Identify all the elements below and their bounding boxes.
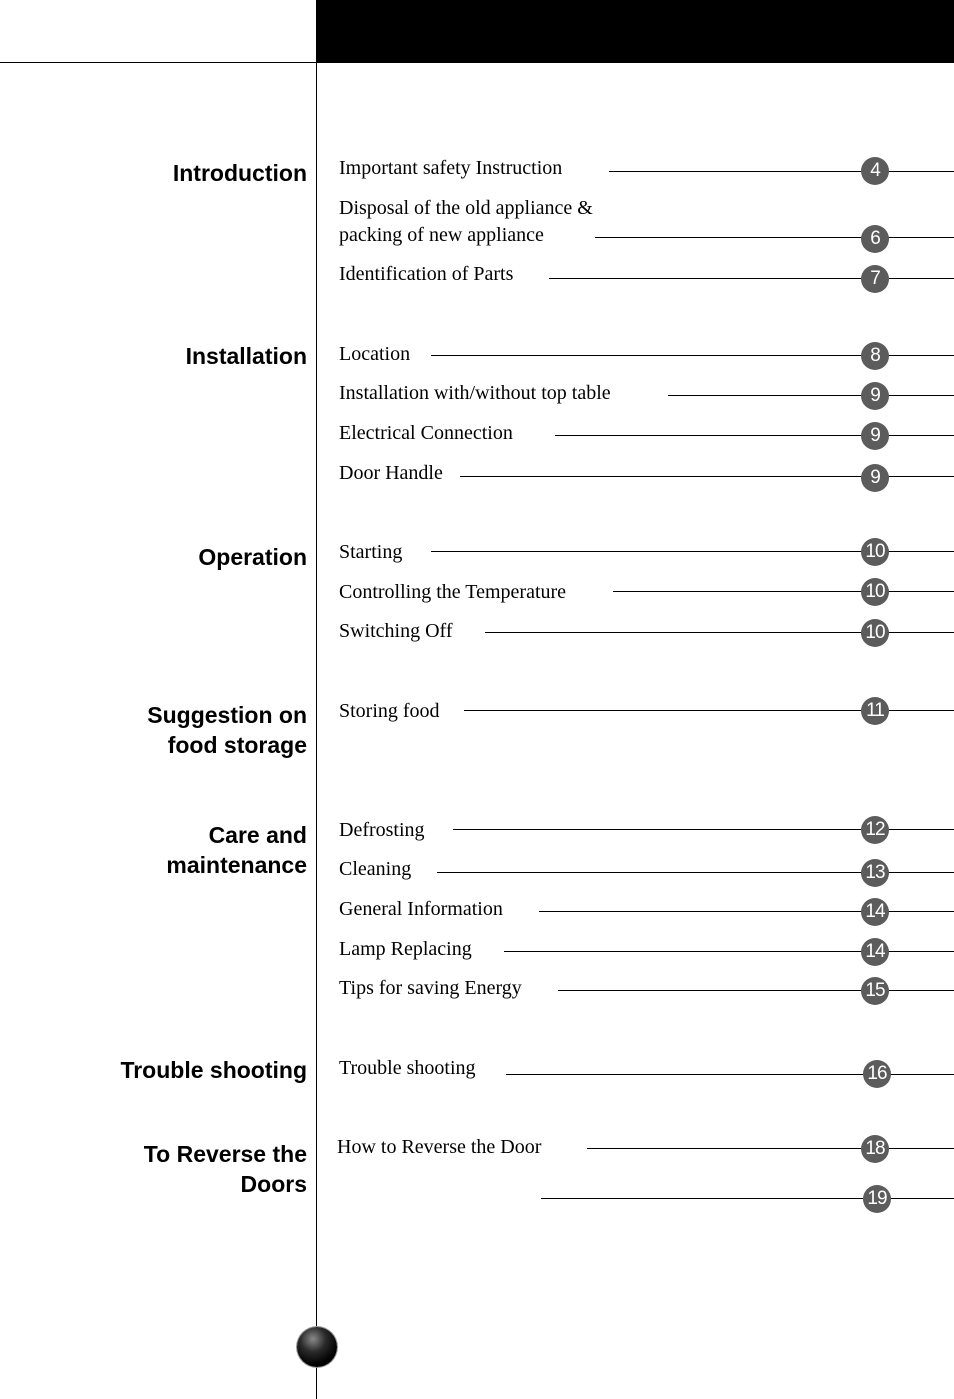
toc-entry-text: Starting bbox=[339, 541, 403, 563]
section-title-operation: Operation bbox=[198, 544, 307, 570]
page-number-badge: 15 bbox=[861, 977, 889, 1005]
toc-leader-line bbox=[587, 1148, 954, 1149]
toc-leader-line bbox=[539, 911, 954, 912]
toc-leader-line bbox=[613, 591, 954, 592]
header-divider bbox=[0, 62, 317, 63]
section-title-care-maintenance: Care and maintenance bbox=[166, 822, 307, 878]
page-number-badge: 19 bbox=[863, 1185, 891, 1213]
page-number-badge: 12 bbox=[861, 816, 889, 844]
column-divider bbox=[316, 0, 317, 1399]
header-bar bbox=[317, 0, 954, 63]
toc-entry-text: Switching Off bbox=[339, 620, 453, 642]
toc-leader-line bbox=[595, 237, 954, 238]
page-number-badge: 9 bbox=[861, 422, 889, 450]
toc-entry-text: Cleaning bbox=[339, 858, 412, 880]
toc-leader-line bbox=[609, 171, 954, 172]
decorative-sphere bbox=[297, 1327, 337, 1367]
page-number-badge: 10 bbox=[861, 578, 889, 606]
page-number-badge: 13 bbox=[861, 859, 889, 887]
page-number-badge: 10 bbox=[861, 538, 889, 566]
toc-entry-text: Important safety Instruction bbox=[339, 157, 563, 179]
section-title-trouble-shooting: Trouble shooting bbox=[120, 1057, 307, 1083]
toc-entry-text: Disposal of the old appliance & packing of new appliance bbox=[339, 197, 593, 246]
toc-entry-text: Defrosting bbox=[339, 819, 425, 841]
toc-entry-text: Controlling the Temperature bbox=[339, 581, 567, 603]
page-number-badge: 16 bbox=[863, 1060, 891, 1088]
toc-entry-text: Identification of Parts bbox=[339, 263, 514, 285]
toc-leader-line bbox=[549, 278, 954, 279]
page-number-badge: 7 bbox=[861, 265, 889, 293]
section-title-introduction: Introduction bbox=[172, 160, 307, 186]
toc-entry-text: General Information bbox=[339, 898, 503, 920]
page-number-badge: 9 bbox=[861, 382, 889, 410]
toc-entry-text: Tips for saving Energy bbox=[339, 977, 522, 999]
page-number-badge: 10 bbox=[861, 619, 889, 647]
section-title-installation: Installation bbox=[185, 343, 307, 369]
toc-leader-line bbox=[558, 990, 954, 991]
toc-entry-text: Electrical Connection bbox=[339, 422, 513, 444]
toc-entry-text: Trouble shooting bbox=[339, 1057, 476, 1079]
page-number-badge: 6 bbox=[861, 225, 889, 253]
toc-leader-line bbox=[668, 395, 954, 396]
page-number-badge: 14 bbox=[861, 938, 889, 966]
toc-entry-text: How to Reverse the Door bbox=[337, 1136, 542, 1158]
toc-entry-text: Installation with/without top table bbox=[339, 382, 611, 404]
page-number-badge: 11 bbox=[861, 697, 889, 725]
toc-leader-line bbox=[541, 1198, 954, 1199]
page-number-badge: 4 bbox=[861, 157, 889, 185]
toc-entry-text: Door Handle bbox=[339, 462, 443, 484]
toc-entry-text: Lamp Replacing bbox=[339, 938, 472, 960]
section-title-reverse-doors: To Reverse the Doors bbox=[143, 1141, 307, 1197]
toc-entry-text: Location bbox=[339, 343, 411, 365]
page-number-badge: 18 bbox=[861, 1135, 889, 1163]
page-number-badge: 14 bbox=[861, 898, 889, 926]
toc-leader-line bbox=[555, 435, 954, 436]
page-number-badge: 8 bbox=[861, 342, 889, 370]
page-number-badge: 9 bbox=[861, 464, 889, 492]
toc-entry-text: Storing food bbox=[339, 700, 440, 722]
section-title-food-storage: Suggestion on food storage bbox=[147, 702, 307, 758]
